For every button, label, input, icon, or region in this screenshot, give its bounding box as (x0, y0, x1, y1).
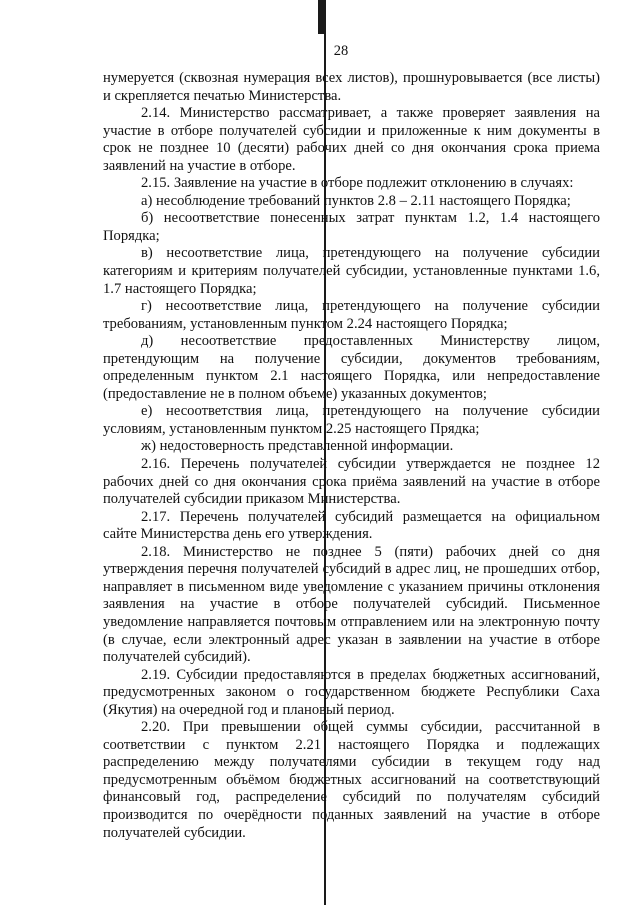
list-item-b: б) несоответствие понесенных затрат пунктам 1.2, 1.4 настоящего Порядка; (103, 210, 600, 244)
list-item-d: д) несоответствие предоставленных Министерству лицом, претендующим на получение субсидии, документов требованиям, определенным пунктом 2.1 настоящего Порядка, или непредоставление (предоставление не в полном объеме) указанных документов; (103, 333, 600, 402)
paragraph-2-17: 2.17. Перечень получателей субсидий размещается на официальном сайте Министерства день его утверждения. (103, 508, 600, 543)
paragraph-2-20: 2.20. При превышении общей суммы субсидии, рассчитанной в соответствии с пунктом 2.21 настоящего Порядка и подлежащих распределению между получателями субсидии в текущем году над предусмотренным объёмом бюджетных ассигнований на соответствующий финансовый год, распределение субсидий по получателям субсидий производится по очерёдности поданных заявлений на участие в отборе получателей субсидии. (103, 719, 600, 841)
list-item-e: е) несоответствия лица, претендующего на получение субсидии условиям, установленным пунктом 2.25 настоящего Прядка; (103, 403, 600, 437)
paragraph-2-19: 2.19. Субсидии предоставляются в пределах бюджетных ассигнований, предусмотренных законом о государственном бюджете Республики Саха (Якутия) на очередной год и плановый период. (103, 666, 600, 718)
list-item-zh: ж) недостоверность представленной информации. (141, 438, 454, 455)
paragraph-2-15: 2.15. Заявление на участие в отборе подлежит отклонению в случаях: (141, 175, 574, 192)
list-item-g: г) несоответствие лица, претендующего на получение субсидии требованиям, установленным пунктом 2.24 настоящего Порядка; (103, 298, 600, 332)
page-number: 28 (333, 43, 349, 59)
paragraph-continuation: нумеруется (сквозная нумерация всех листов), прошнуровывается (все листы) и скрепляется печатью Министерства. (103, 70, 600, 104)
paragraph-2-14: 2.14. Министерство рассматривает, а также проверяет заявления на участие в отборе получателей субсидии и приложенные к ним документы в срок не позднее 10 (десяти) рабочих дней со дня окончания срока приема заявлений на участие в отборе. (103, 105, 600, 174)
paragraph-2-18: 2.18. Министерство не позднее 5 (пяти) рабочих дней со дня утверждения перечня получателей субсидий в адрес лиц, не прошедших отбор, направляет в письменном виде уведомление с указанием причины отклонения заявления на участие в отборе получателей субсидий. Письменное уведомление направляется почтовым отправлением или на электронную почту (в случае, если электронный адрес указан в заявлении на участие в отборе получателей субсидий). (103, 543, 600, 666)
list-item-v: в) несоответствие лица, претендующего на получение субсидии категориям и критериям получателей субсидии, установленные пунктами 1.6, 1.7 настоящего Порядка; (103, 245, 600, 297)
document-body (103, 70, 600, 842)
paragraph-2-16: 2.16. Перечень получателей субсидии утверждается не позднее 12 рабочих дней со дня окончания срока приёма заявлений на участие в отборе получателей субсидии приказом Министерства. (103, 456, 600, 508)
list-item-a: а) несоблюдение требований пунктов 2.8 – 2.11 настоящего Порядка; (141, 192, 571, 209)
